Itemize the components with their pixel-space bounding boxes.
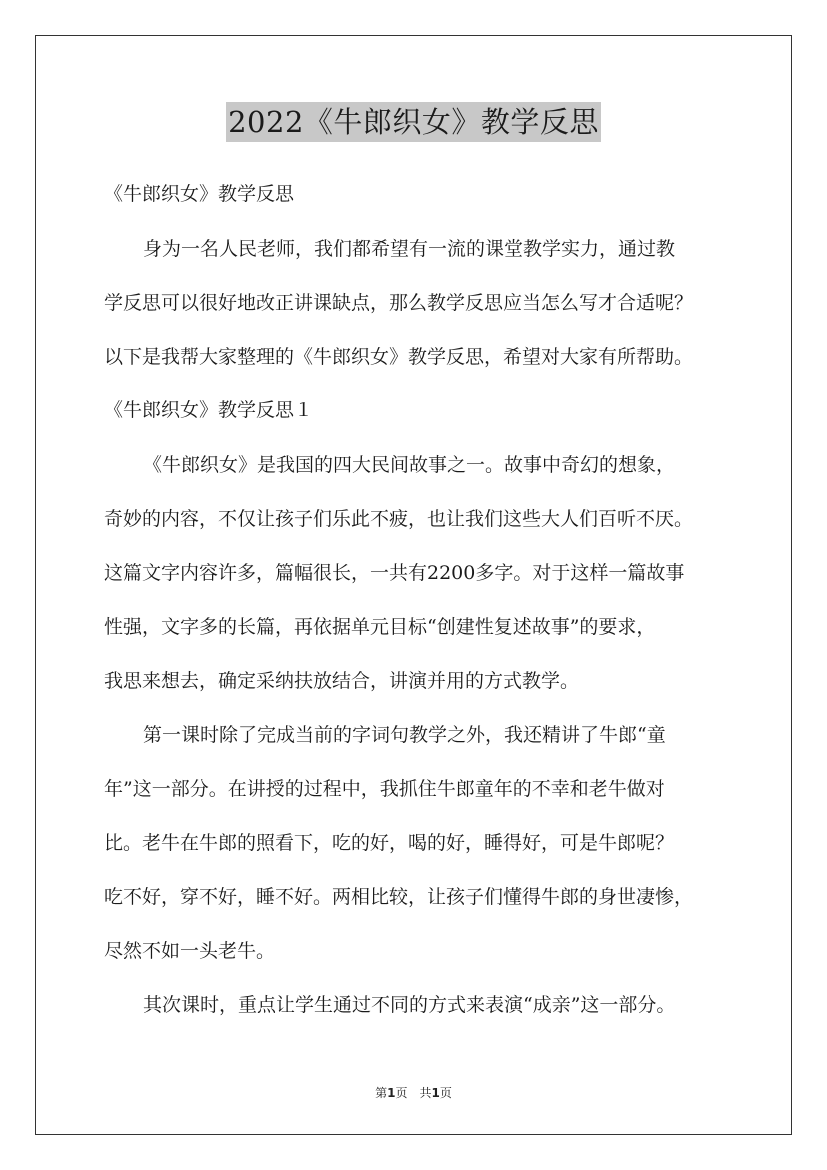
paragraph-line: 年”这一部分。在讲授的过程中，我抓住牛郎童年的不幸和老牛做对 xyxy=(104,778,665,800)
footer-page-mid: 页 共 xyxy=(395,1086,432,1100)
paragraph-line: 奇妙的内容，不仅让孩子们乐此不疲，也让我们这些大人们百听不厌。 xyxy=(104,508,694,530)
paragraph-line: 身为一名人民老师，我们都希望有一流的课堂教学实力，通过教 xyxy=(143,238,676,260)
paragraph-line: 比。老牛在牛郎的照看下，吃的好，喝的好，睡得好，可是牛郎呢？ xyxy=(104,832,675,854)
paragraph-line: 吃不好，穿不好，睡不好。两相比较，让孩子们懂得牛郎的身世凄惨， xyxy=(104,886,694,908)
paragraph-line: 其次课时，重点让学生通过不同的方式来表演“成亲”这一部分。 xyxy=(143,994,676,1016)
paragraph-line: 我思来想去，确定采纳扶放结合，讲演并用的方式教学。 xyxy=(104,670,580,692)
paragraph-line: 尽然不如一头老牛。 xyxy=(104,940,276,962)
paragraph-line: 学反思可以很好地改正讲课缺点，那么教学反思应当怎么写才合适呢？ xyxy=(104,292,694,314)
paragraph-line: 以下是我帮大家整理的《牛郎织女》教学反思，希望对大家有所帮助。 xyxy=(104,346,694,368)
paragraph-line: 性强，文字多的长篇，再依据单元目标“创建性复述故事”的要求， xyxy=(104,616,656,638)
footer-page-suffix: 页 xyxy=(439,1086,452,1100)
footer-total-pages: 1 xyxy=(431,1086,440,1100)
footer-page-prefix: 第 xyxy=(375,1086,388,1100)
paragraph-line: 第一课时除了完成当前的字词句教学之外，我还精讲了牛郎“童 xyxy=(143,724,666,746)
paragraph-line: 这篇文字内容许多，篇幅很长，一共有2200多字。对于这样一篇故事 xyxy=(104,562,685,584)
page-footer xyxy=(0,1084,827,1101)
document-title: 2022《牛郎织女》教学反思 xyxy=(226,102,601,142)
paragraph-line: 《牛郎织女》是我国的四大民间故事之一。故事中奇幻的想象， xyxy=(143,454,676,476)
section-heading: 《牛郎织女》教学反思 xyxy=(104,183,295,205)
section-heading: 《牛郎织女》教学反思１ xyxy=(104,399,314,421)
footer-page-number: 1 xyxy=(387,1086,396,1100)
title-container xyxy=(0,102,827,142)
